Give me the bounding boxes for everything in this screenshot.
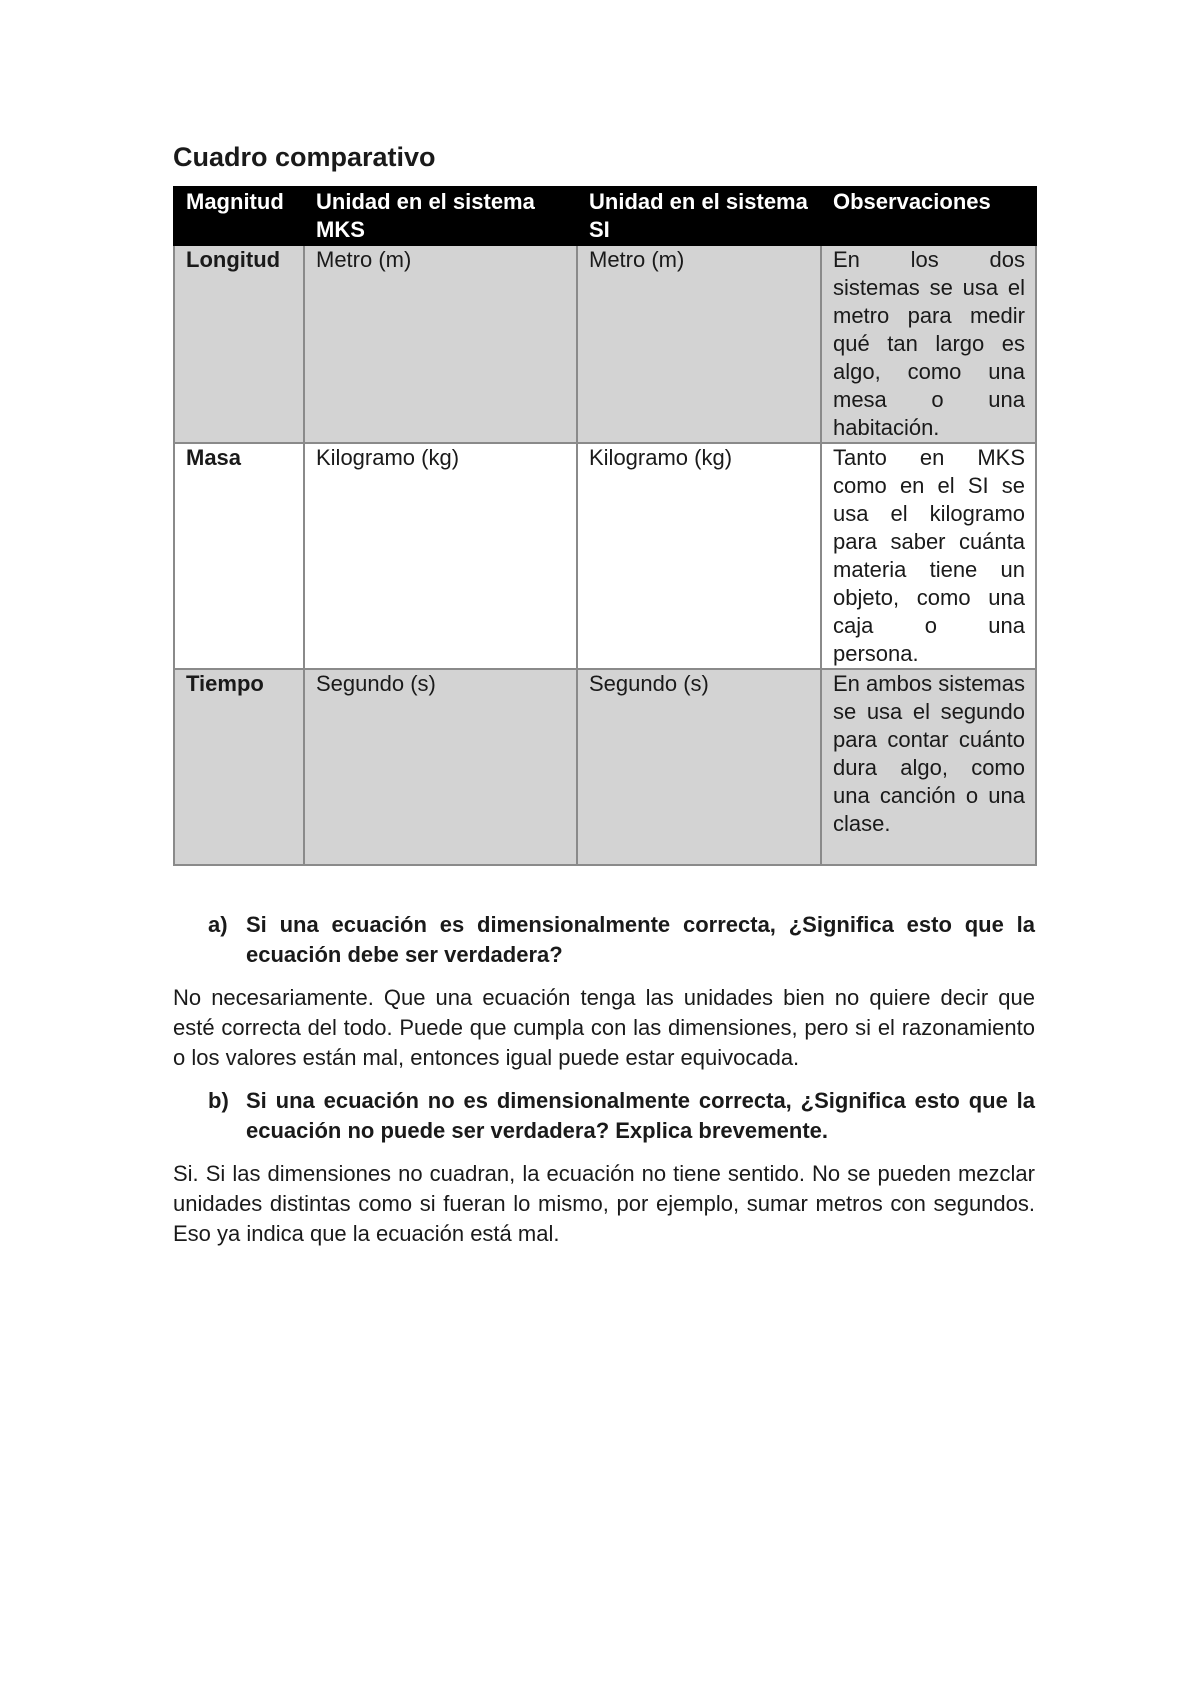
header-magnitud: Magnitud	[174, 187, 304, 245]
header-unidad-si: Unidad en el sistema SI	[577, 187, 821, 245]
question-b-letter: b)	[208, 1088, 229, 1113]
cell-mks: Segundo (s)	[304, 669, 577, 865]
table-header-row	[174, 187, 1036, 245]
question-b-text: Si una ecuación no es dimensionalmente correcta, ¿Significa esto que la ecuación no puede ser verdadera? Explica brevemente.	[246, 1088, 1035, 1143]
table-row	[174, 245, 1036, 443]
cell-magnitud: Tiempo	[174, 669, 304, 865]
comparison-table	[173, 186, 1037, 866]
table-row	[174, 443, 1036, 669]
question-a-letter: a)	[208, 912, 228, 937]
cell-mks: Metro (m)	[304, 245, 577, 443]
page-title: Cuadro comparativo	[173, 142, 436, 172]
question-a	[173, 910, 1035, 970]
header-observaciones: Observaciones	[821, 187, 1036, 245]
cell-mks: Kilogramo (kg)	[304, 443, 577, 669]
question-a-text: Si una ecuación es dimensionalmente correcta, ¿Significa esto que la ecuación debe ser verdadera?	[246, 912, 1035, 967]
cell-si: Metro (m)	[577, 245, 821, 443]
cell-magnitud: Longitud	[174, 245, 304, 443]
cell-observaciones: Tanto en MKS como en el SI se usa el kilogramo para saber cuánta materia tiene un objeto, como una caja o una persona.	[821, 443, 1036, 669]
answer-b: Si. Si las dimensiones no cuadran, la ecuación no tiene sentido. No se pueden mezclar unidades distintas como si fueran lo mismo, por ejemplo, sumar metros con segundos. Eso ya indica que la ecuación está mal.	[173, 1161, 1035, 1246]
cell-magnitud: Masa	[174, 443, 304, 669]
answer-a: No necesariamente. Que una ecuación tenga las unidades bien no quiere decir que esté correcta del todo. Puede que cumpla con las dimensiones, pero si el razonamiento o los valores están mal, entonces igual puede estar equivocada.	[173, 985, 1035, 1070]
cell-si: Kilogramo (kg)	[577, 443, 821, 669]
cell-observaciones: En ambos sistemas se usa el segundo para contar cuánto dura algo, como una canción o una clase.	[821, 669, 1036, 865]
header-unidad-mks: Unidad en el sistema MKS	[304, 187, 577, 245]
question-b	[173, 1086, 1035, 1146]
document-page	[173, 140, 1035, 1249]
cell-observaciones: En los dos sistemas se usa el metro para medir qué tan largo es algo, como una mesa o una habitación.	[821, 245, 1036, 443]
cell-si: Segundo (s)	[577, 669, 821, 865]
table-row	[174, 669, 1036, 865]
